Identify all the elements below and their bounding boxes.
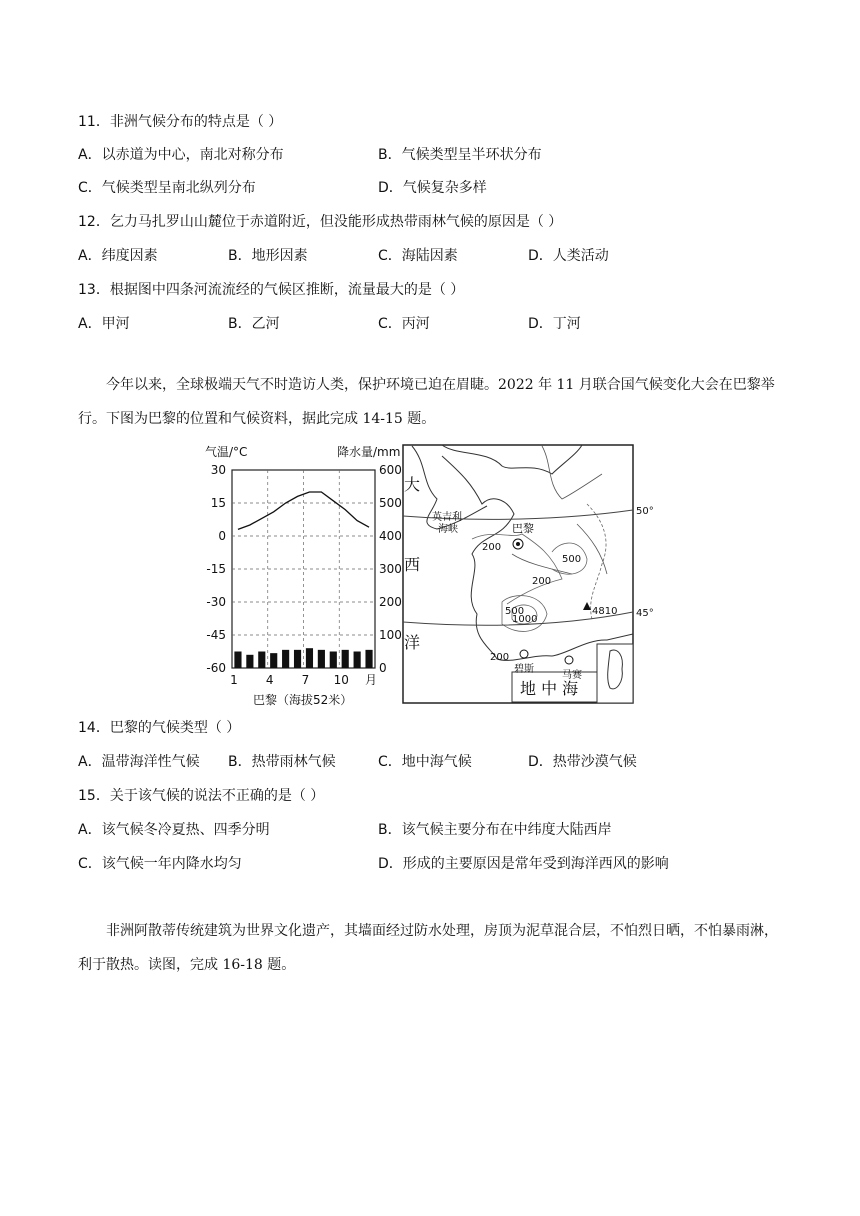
q15-option-c: C．该气候一年内降水均匀	[78, 856, 242, 872]
precipitation-bar	[365, 650, 372, 668]
chart-caption: 巴黎（海拔52米）	[253, 693, 353, 707]
temperature-line	[238, 492, 369, 529]
q14-option-a: A．温带海洋性气候	[78, 754, 200, 770]
q12-option-c: C．海陆因素	[378, 248, 458, 264]
left-tick-label: 30	[210, 463, 226, 477]
left-tick-label: -30	[206, 595, 226, 609]
marseille-marker	[565, 656, 573, 664]
paris-location-map	[402, 444, 654, 704]
q12-option-d: D．人类活动	[528, 248, 609, 264]
x-tick-label: 1	[230, 673, 238, 687]
q13-option-d: D．丁河	[528, 316, 581, 332]
left-tick-label: 0	[218, 529, 226, 543]
right-axis-label: 降水量/mm	[337, 445, 401, 459]
right-tick-label: 500	[379, 496, 402, 510]
q11-stem: 11．非洲气候分布的特点是（ ）	[78, 114, 283, 130]
label-yang: 洋	[404, 633, 421, 652]
left-axis-label: 气温/°C	[205, 445, 248, 459]
left-tick-label: 15	[210, 496, 226, 510]
x-axis-unit: 月	[365, 673, 378, 687]
precipitation-bar	[306, 648, 313, 668]
right-tick-label: 300	[379, 562, 402, 576]
q15-stem: 15．关于该气候的说法不正确的是（ ）	[78, 788, 325, 804]
q13-stem: 13．根据图中四条河流流经的气候区推断，流量最大的是（ ）	[78, 282, 465, 298]
q12-stem: 12．乞力马扎罗山山麓位于赤道附近，但没能形成热带雨林气候的原因是（ ）	[78, 214, 563, 230]
x-tick-label: 10	[333, 673, 349, 687]
label-xi: 西	[404, 555, 421, 574]
label-nice: 碧斯	[514, 664, 534, 675]
q11-option-b: B．气候类型呈半环状分布	[378, 147, 542, 163]
left-tick-label: -60	[206, 661, 226, 675]
q11-option-d: D．气候复杂多样	[378, 180, 487, 196]
climate-chart	[195, 440, 400, 710]
precipitation-bar	[330, 652, 337, 669]
left-tick-label: -15	[206, 562, 226, 576]
paris-marker-dot	[516, 542, 520, 546]
label-paris: 巴黎	[512, 522, 534, 535]
contour-label-500a: 500	[562, 554, 582, 565]
contour-label-1000: 1000	[512, 614, 538, 625]
right-tick-label: 400	[379, 529, 402, 543]
q15-option-b: B．该气候主要分布在中纬度大陆西岸	[378, 822, 612, 838]
right-tick-label: 200	[379, 595, 402, 609]
precipitation-bar	[234, 652, 241, 669]
label-mediterranean: 地 中 海	[520, 679, 579, 698]
q13-option-c: C．丙河	[378, 316, 430, 332]
label-da: 大	[404, 475, 421, 494]
q13-option-b: B．乙河	[228, 316, 280, 332]
label-strait-1: 英吉利	[432, 512, 462, 523]
precipitation-bar	[246, 655, 253, 668]
q11-option-a: A．以赤道为中心，南北对称分布	[78, 147, 284, 163]
elevation-label-4810: 4810	[592, 606, 618, 617]
label-strait-2: 海峡	[438, 524, 458, 535]
right-tick-label: 100	[379, 628, 402, 642]
latitude-label-50: 50°	[636, 506, 654, 517]
precipitation-bar	[354, 652, 361, 669]
right-tick-label: 0	[379, 661, 387, 675]
nice-marker	[520, 650, 528, 658]
q14-option-c: C．地中海气候	[378, 754, 472, 770]
q14-option-d: D．热带沙漠气候	[528, 754, 637, 770]
q14-option-b: B．热带雨林气候	[228, 754, 336, 770]
contour-label-500b: 500	[505, 606, 525, 617]
precipitation-bar	[258, 652, 265, 669]
q15-option-a: A．该气候冬冷夏热、四季分明	[78, 822, 270, 838]
intro-paragraph-ashanti: 非洲阿散蒂传统建筑为世界文化遗产，其墙面经过防水处理，房顶为泥草混合层，不怕烈日晒，不怕暴雨淋，利于散热。读图，完成 16-18 题。	[78, 923, 778, 973]
right-tick-label: 600	[379, 463, 402, 477]
x-tick-label: 4	[265, 673, 274, 687]
corsica-inset-frame	[597, 644, 633, 703]
q12-option-a: A．纬度因素	[78, 248, 158, 264]
q12-option-b: B．地形因素	[228, 248, 308, 264]
latitude-label-45: 45°	[636, 608, 654, 619]
q11-option-c: C．气候类型呈南北纵列分布	[78, 180, 256, 196]
contour-label-200b: 200	[532, 576, 552, 587]
precipitation-bar	[342, 650, 349, 668]
contour-label-200c: 200	[490, 652, 510, 663]
q13-option-a: A．甲河	[78, 316, 130, 332]
precipitation-bar	[294, 650, 301, 668]
precipitation-bar	[318, 650, 325, 668]
precipitation-bar	[270, 653, 277, 668]
q14-stem: 14．巴黎的气候类型（ ）	[78, 720, 241, 736]
left-tick-label: -45	[206, 628, 226, 642]
q15-option-d: D．形成的主要原因是常年受到海洋西风的影响	[378, 856, 669, 872]
intro-paragraph-paris: 今年以来，全球极端天气不时造访人类，保护环境已迫在眉睫。2022 年 11 月联合国气候变化大会在巴黎举行。下图为巴黎的位置和气候资料，据此完成 14-15 题。	[78, 377, 775, 427]
contour-label-200a: 200	[482, 542, 502, 553]
precipitation-bar	[282, 650, 289, 668]
x-tick-label: 7	[301, 673, 310, 687]
label-marseille: 马赛	[562, 670, 582, 681]
